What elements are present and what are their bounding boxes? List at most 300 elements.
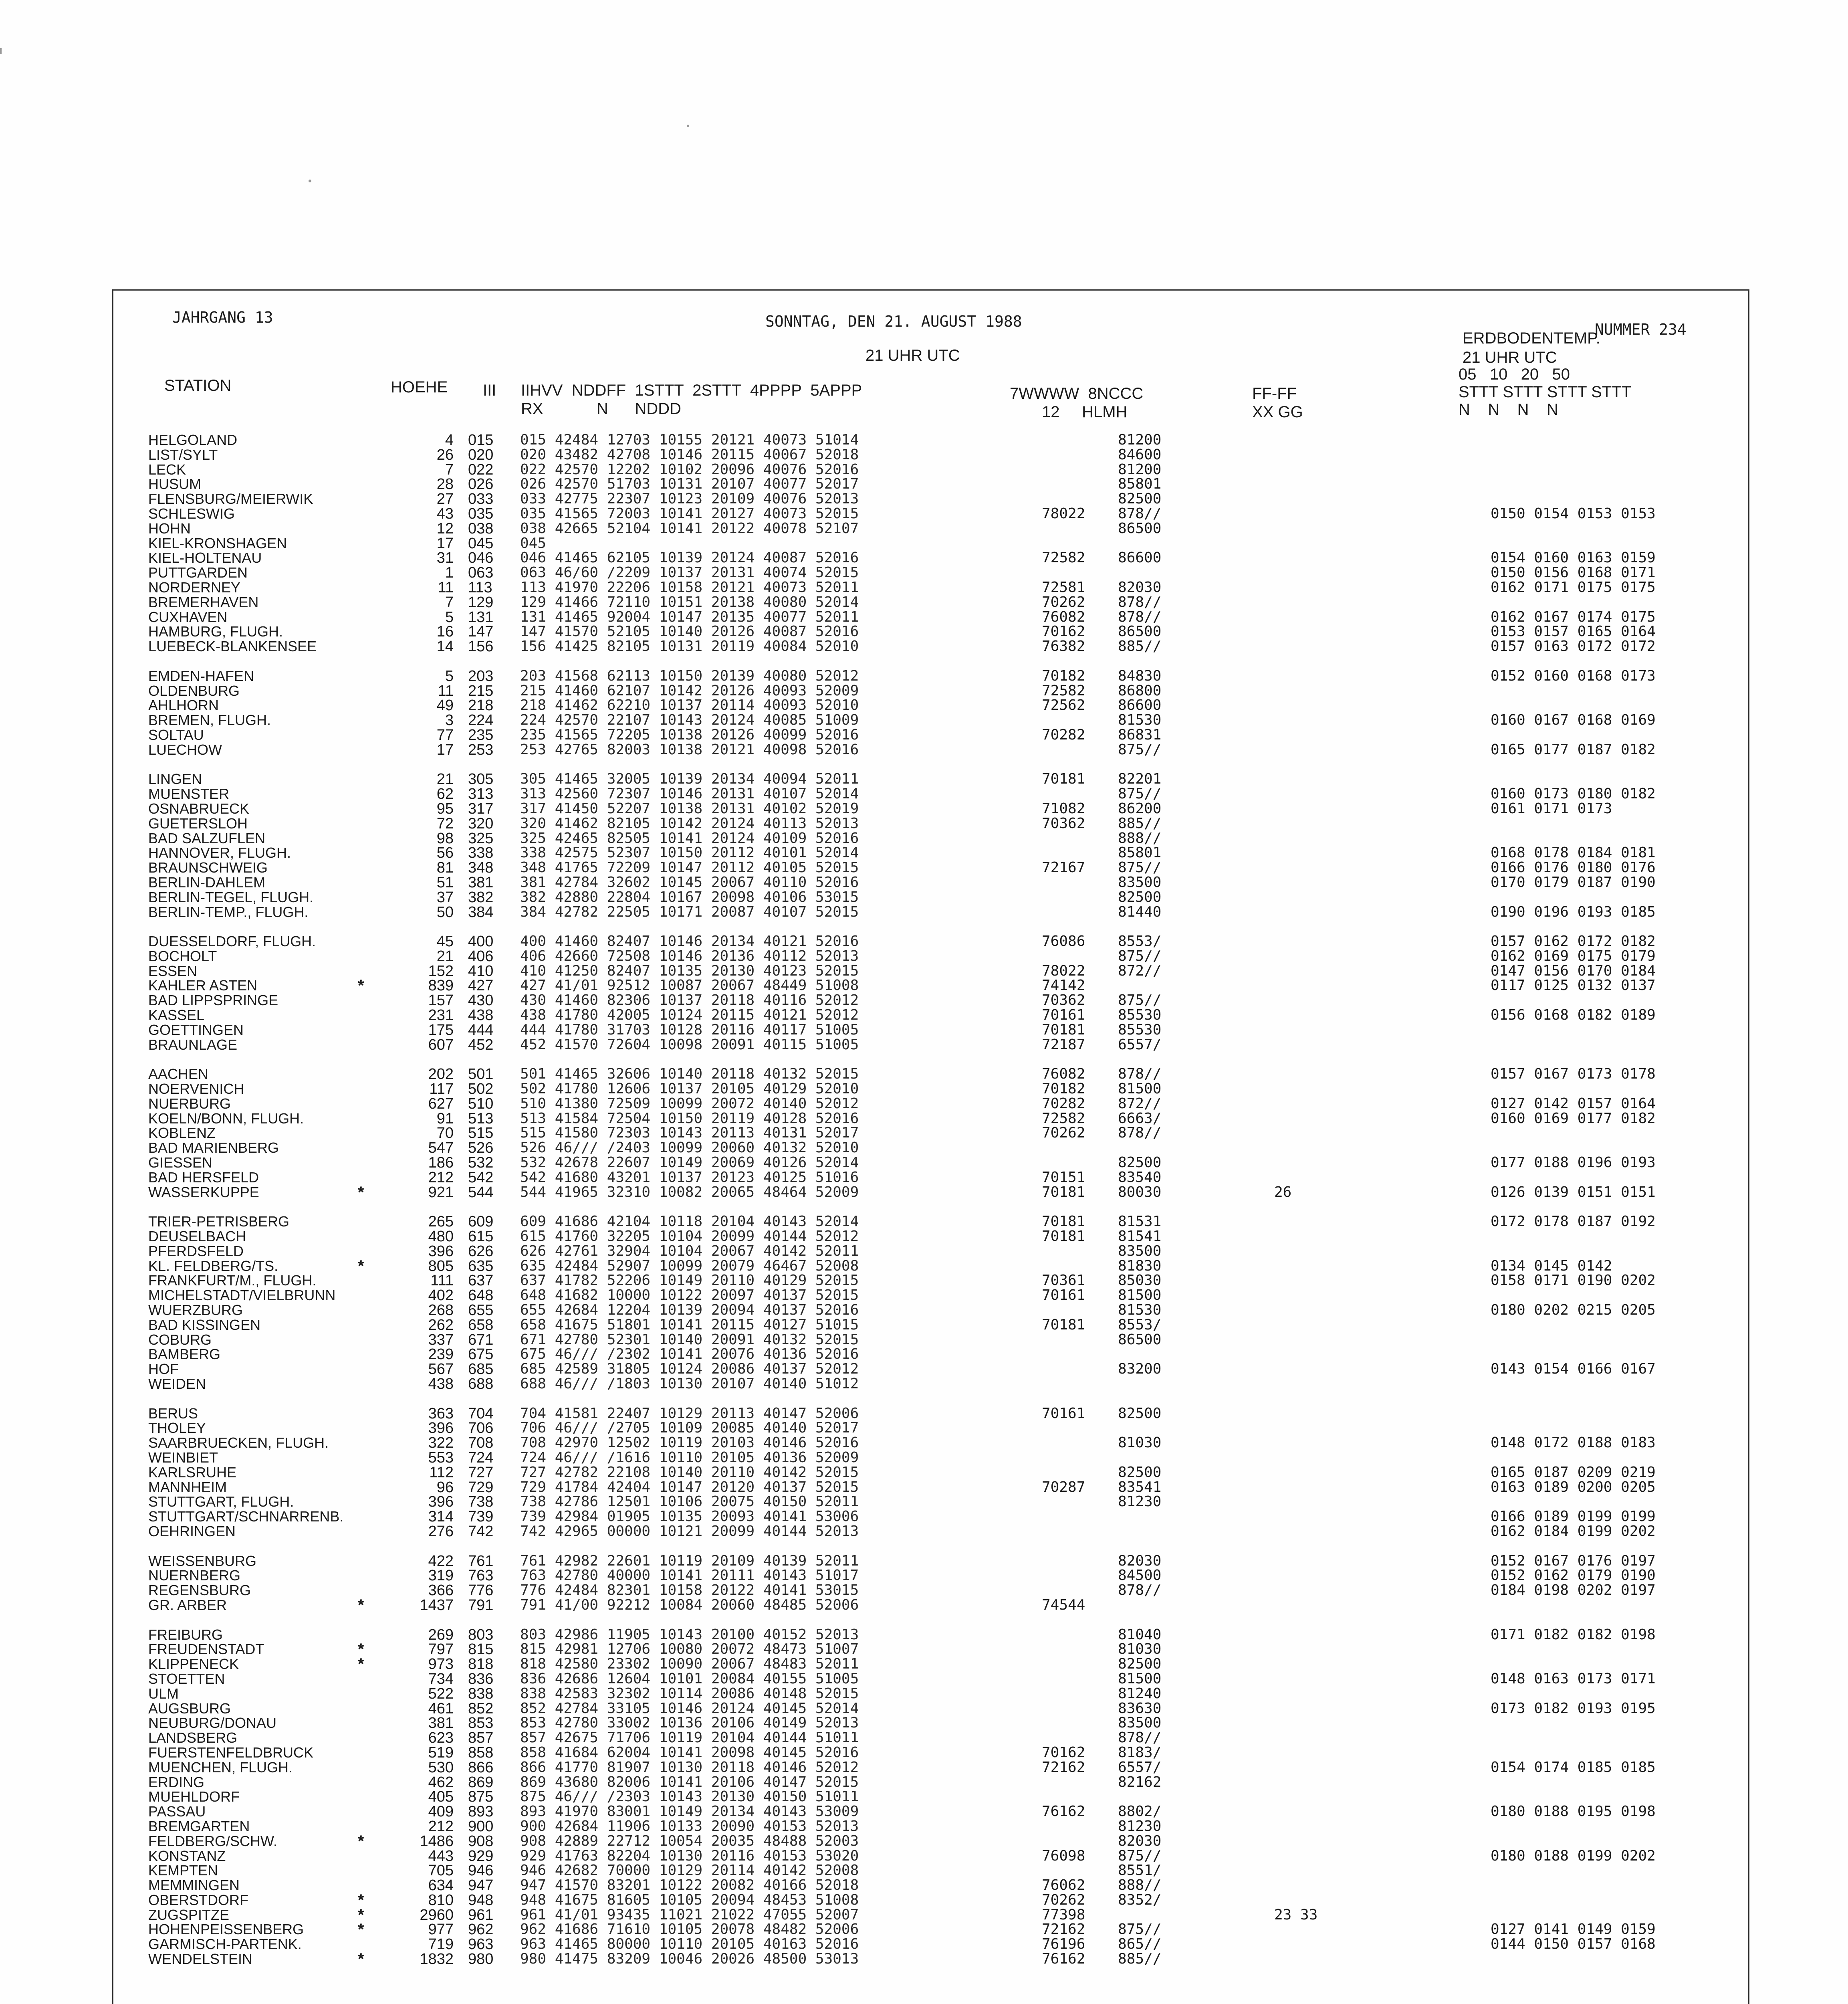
weather-group: 70282 [1042, 726, 1085, 743]
station-id: 438 [468, 1007, 494, 1024]
station-height: 553 [428, 1449, 454, 1466]
station-id: 218 [468, 697, 494, 714]
table-row [0, 477, 1848, 492]
station-id: 427 [468, 977, 494, 994]
weather-group: 76082 [1042, 1066, 1085, 1083]
cloud-group: 81500 [1118, 1081, 1162, 1097]
soil-temp-title: ERDBODENTEMP. [1463, 329, 1600, 347]
table-row [0, 536, 1848, 551]
station-height: 810 [428, 1891, 454, 1909]
station-name: BAMBERG [148, 1346, 221, 1363]
station-id: 727 [468, 1464, 494, 1481]
table-row [0, 1878, 1848, 1893]
cloud-group: 875// [1118, 786, 1162, 802]
soil-temperatures: 0162 0169 0175 0179 [1491, 947, 1656, 964]
table-row [0, 1598, 1848, 1613]
synop-group: 384 42782 22505 10171 20087 40107 52015 [520, 903, 859, 920]
table-row [0, 713, 1848, 728]
mountain-marker: * [358, 1596, 364, 1614]
station-name: MUENSTER [148, 786, 230, 802]
table-row [0, 816, 1848, 831]
cloud-group: 81530 [1118, 712, 1162, 729]
station-id: 020 [468, 446, 494, 463]
station-name: SCHLESWIG [148, 505, 235, 522]
station-height: 43 [436, 505, 454, 522]
soil-temperatures: 0147 0156 0170 0184 [1491, 962, 1656, 979]
station-height: 186 [428, 1154, 454, 1172]
synop-group: 838 42583 32302 10114 20086 40148 52015 [520, 1685, 859, 1702]
station-name: KOELN/BONN, FLUGH. [148, 1110, 304, 1127]
station-name: TRIER-PETRISBERG [148, 1213, 290, 1230]
group-separator [0, 1200, 1848, 1214]
station-height: 422 [428, 1552, 454, 1570]
station-id: 129 [468, 594, 494, 611]
synop-group: 609 41686 42104 10118 20104 40143 52014 [520, 1213, 859, 1230]
synop-group: 438 41780 42005 10124 20115 40121 52012 [520, 1007, 859, 1024]
station-id: 502 [468, 1081, 494, 1098]
mountain-marker: * [358, 1640, 364, 1659]
station-height: 265 [428, 1213, 454, 1230]
synop-group: 452 41570 72604 10098 20091 40115 51005 [520, 1036, 859, 1053]
cloud-group: 84830 [1118, 667, 1162, 684]
station-height: 276 [428, 1523, 454, 1540]
synop-group: 320 41462 82105 10142 20124 40113 52013 [520, 815, 859, 832]
table-row [0, 1642, 1848, 1657]
station-name: BAD HERSFELD [148, 1169, 259, 1186]
synop-group: 203 41568 62113 10150 20139 40080 52012 [520, 667, 859, 684]
station-height: 11 [438, 579, 454, 596]
station-id: 706 [468, 1420, 494, 1437]
station-name: BERUS [148, 1405, 198, 1422]
synop-group: 708 42970 12502 10119 20103 40146 52016 [520, 1434, 859, 1451]
station-id: 776 [468, 1582, 494, 1599]
synop-group: 510 41380 72509 10099 20072 40140 52012 [520, 1095, 859, 1112]
table-row [0, 1480, 1848, 1495]
station-height: 17 [436, 535, 454, 552]
station-name: PUTTGARDEN [148, 564, 248, 581]
synop-group: 501 41465 32606 10140 20118 40132 52015 [520, 1066, 859, 1083]
table-row [0, 743, 1848, 758]
mountain-marker: * [358, 1906, 364, 1924]
soil-temperatures: 0127 0142 0157 0164 [1491, 1095, 1656, 1112]
station-height: 627 [428, 1095, 454, 1112]
station-height: 366 [428, 1582, 454, 1599]
synop-group: 648 41682 10000 10122 20097 40137 52015 [520, 1287, 859, 1304]
soil-temperatures: 0152 0160 0168 0173 [1491, 667, 1656, 684]
cloud-group: 81500 [1118, 1670, 1162, 1687]
station-id: 869 [468, 1774, 494, 1791]
station-name: FRANKFURT/M., FLUGH. [148, 1272, 317, 1289]
synop-group: 836 42686 12604 10101 20084 40155 51005 [520, 1670, 859, 1687]
weather-group: 70151 [1042, 1169, 1085, 1186]
station-height: 269 [428, 1626, 454, 1643]
station-name: PASSAU [148, 1803, 206, 1820]
soil-temperatures: 0117 0125 0132 0137 [1491, 977, 1656, 994]
table-row [0, 1863, 1848, 1878]
soil-temperatures: 0127 0141 0149 0159 [1491, 1921, 1656, 1938]
soil-temperatures: 0166 0189 0199 0199 [1491, 1508, 1656, 1525]
group-separator [0, 919, 1848, 934]
station-height: 91 [436, 1110, 454, 1127]
mountain-marker: * [358, 1832, 364, 1850]
cloud-group: 875// [1118, 992, 1162, 1009]
synop-group: 131 41465 92004 10147 20135 40077 52011 [520, 608, 859, 625]
table-row [0, 993, 1848, 1008]
weather-group: 78022 [1042, 962, 1085, 979]
station-id: 675 [468, 1346, 494, 1363]
soil-temperatures: 0134 0145 0142 [1491, 1257, 1612, 1274]
station-table [0, 433, 1848, 1967]
station-id: 113 [468, 579, 492, 596]
cloud-group: 8553/ [1118, 933, 1162, 950]
station-height: 96 [436, 1479, 454, 1496]
cloud-group: 82162 [1118, 1774, 1162, 1790]
table-row [0, 1214, 1848, 1229]
station-name: HELGOLAND [148, 432, 238, 448]
table-row [0, 1657, 1848, 1672]
cloud-group: 84600 [1118, 446, 1162, 463]
soil-temperatures: 0154 0160 0163 0159 [1491, 549, 1656, 566]
synop-group: 815 42981 12706 10080 20072 48473 51007 [520, 1641, 859, 1658]
weather-column-header-2: 12 HLMH [1042, 403, 1128, 421]
synop-group: 685 42589 31805 10124 20086 40137 52012 [520, 1361, 859, 1378]
station-name: DEUSELBACH [148, 1228, 246, 1245]
station-id: 131 [468, 608, 494, 626]
station-height: 438 [428, 1376, 454, 1392]
cloud-group: 878// [1118, 1729, 1162, 1746]
station-id: 900 [468, 1818, 494, 1835]
station-id: 704 [468, 1405, 494, 1422]
table-row [0, 1937, 1848, 1952]
station-id: 857 [468, 1729, 494, 1747]
table-row [0, 1303, 1848, 1318]
weather-group: 70181 [1042, 1184, 1085, 1200]
synop-column-header: IIHVV NDDFF 1STTT 2STTT 4PPPP 5APPP [521, 382, 862, 399]
station-height: 607 [428, 1036, 454, 1053]
cloud-group: 83500 [1118, 1715, 1162, 1731]
cloud-group: 86500 [1118, 520, 1162, 537]
table-row [0, 1288, 1848, 1303]
weather-group: 72581 [1042, 579, 1085, 596]
station-height: 4 [445, 432, 454, 448]
station-height: 28 [436, 476, 454, 493]
group-separator [0, 1052, 1848, 1067]
table-row [0, 1819, 1848, 1834]
station-height: 322 [428, 1434, 454, 1452]
station-name: FLENSBURG/MEIERWIK [148, 491, 313, 507]
station-name: ULM [148, 1685, 179, 1702]
station-id: 658 [468, 1316, 494, 1333]
station-height: 231 [428, 1007, 454, 1024]
station-name: ZUGSPITZE [148, 1906, 230, 1923]
soil-temperatures: 0184 0198 0202 0197 [1491, 1582, 1656, 1599]
station-name: HUSUM [148, 476, 201, 493]
soil-temperatures: 0162 0167 0174 0175 [1491, 608, 1656, 625]
synop-group: 406 42660 72508 10146 20136 40112 52013 [520, 947, 859, 964]
synop-group: 724 46/// /1616 10110 20105 40136 52009 [520, 1449, 859, 1466]
station-id: 818 [468, 1656, 494, 1673]
table-row [0, 1318, 1848, 1333]
table-row [0, 1229, 1848, 1244]
synop-group: 317 41450 52207 10138 20131 40102 52019 [520, 800, 859, 817]
cloud-group: 83630 [1118, 1700, 1162, 1717]
station-id: 838 [468, 1685, 494, 1702]
station-height: 12 [436, 520, 454, 537]
station-height: 3 [445, 712, 454, 729]
station-height: 461 [428, 1700, 454, 1717]
synop-group: 635 42484 52907 10099 20079 46467 52008 [520, 1257, 859, 1274]
table-row [0, 802, 1848, 816]
station-height: 117 [429, 1081, 454, 1098]
synop-group: 026 42570 51703 10131 20107 40077 52017 [520, 476, 859, 493]
station-id: 253 [468, 741, 494, 758]
station-name: BAD LIPPSPRINGE [148, 992, 278, 1009]
synop-group: 946 42682 70000 10129 20114 40142 52008 [520, 1862, 859, 1879]
station-id: 046 [468, 549, 494, 567]
station-height: 319 [428, 1567, 454, 1584]
cloud-group: 8183/ [1118, 1744, 1162, 1761]
station-id: 791 [468, 1596, 494, 1614]
station-height: 31 [436, 549, 454, 567]
weather-group: 72167 [1042, 859, 1085, 876]
cloud-group: 83541 [1118, 1479, 1162, 1495]
soil-temperatures: 0152 0167 0176 0197 [1491, 1552, 1656, 1569]
cloud-group: 888// [1118, 830, 1162, 846]
station-id: 305 [468, 771, 494, 788]
table-row [0, 1952, 1848, 1967]
weather-group: 70182 [1042, 667, 1085, 684]
station-id: 609 [468, 1213, 494, 1230]
station-id: 961 [468, 1906, 494, 1923]
station-name: OEHRINGEN [148, 1523, 236, 1539]
cloud-group: 81200 [1118, 461, 1162, 478]
soil-temperatures: 0157 0167 0173 0178 [1491, 1066, 1656, 1083]
synop-group: 381 42784 32602 10145 20067 40110 52016 [520, 874, 859, 891]
station-height: 409 [428, 1803, 454, 1820]
weather-group: 70362 [1042, 992, 1085, 1009]
synop-group: 857 42675 71706 10119 20104 40144 51011 [520, 1729, 859, 1746]
station-name: SOLTAU [148, 726, 204, 743]
weather-column-header: 7WWWW 8NCCC [1010, 385, 1144, 402]
soil-column-labels: STTT STTT STTT STTT [1459, 383, 1632, 401]
group-separator [0, 1539, 1848, 1554]
station-name: BERLIN-DAHLEM [148, 874, 266, 891]
table-row [0, 728, 1848, 743]
station-id: 929 [468, 1847, 494, 1865]
soil-temperatures: 0162 0171 0175 0175 [1491, 579, 1656, 596]
mountain-marker: * [358, 1655, 364, 1673]
station-name: GOETTINGEN [148, 1021, 244, 1038]
synop-column-header-2: RX N NDDD [521, 400, 682, 418]
station-id: 313 [468, 786, 494, 803]
synop-group: 325 42465 82505 10141 20124 40109 52016 [520, 830, 859, 846]
station-name: NORDERNEY [148, 579, 241, 596]
station-id: 410 [468, 962, 494, 980]
station-name: AHLHORN [148, 697, 219, 714]
weather-group: 74544 [1042, 1596, 1085, 1613]
soil-temperatures: 0153 0157 0165 0164 [1491, 623, 1656, 640]
station-height: 268 [428, 1302, 454, 1319]
cloud-group: 82500 [1118, 889, 1162, 905]
cloud-group: 875// [1118, 741, 1162, 758]
station-name: GIESSEN [148, 1154, 213, 1171]
synop-group: 338 42575 52307 10150 20112 40101 52014 [520, 844, 859, 861]
synop-group: 688 46/// /1803 10130 20107 40140 51012 [520, 1376, 859, 1392]
cloud-group: 81040 [1118, 1626, 1162, 1643]
station-height: 7 [445, 594, 454, 611]
weather-group: 70361 [1042, 1272, 1085, 1289]
cloud-group: 81541 [1118, 1228, 1162, 1245]
mountain-marker: * [358, 1921, 364, 1939]
synop-group: 382 42880 22804 10167 20098 40106 53015 [520, 889, 859, 905]
station-height: 839 [428, 977, 454, 994]
table-row [0, 875, 1848, 890]
station-name: GUETERSLOH [148, 815, 248, 832]
table-row [0, 1347, 1848, 1362]
synop-group: 776 42484 82301 10158 20122 40141 53015 [520, 1582, 859, 1599]
synop-group: 818 42580 23302 10090 20067 48483 52011 [520, 1656, 859, 1673]
station-name: WENDELSTEIN [148, 1951, 253, 1968]
table-row [0, 1333, 1848, 1347]
table-row [0, 492, 1848, 507]
station-id: 738 [468, 1493, 494, 1511]
station-name: KIEL-HOLTENAU [148, 549, 262, 566]
soil-temperatures: 0166 0176 0180 0176 [1491, 859, 1656, 876]
cloud-group: 86500 [1118, 1331, 1162, 1348]
station-name: STUTTGART/SCHNARRENB. [148, 1508, 344, 1525]
station-name: SAARBRUECKEN, FLUGH. [148, 1434, 329, 1451]
height-column-header: HOEHE [391, 378, 448, 396]
station-name: WEISSENBURG [148, 1552, 257, 1569]
cloud-group: 82500 [1118, 1656, 1162, 1673]
station-id: 815 [468, 1641, 494, 1658]
synop-group: 224 42570 22107 10143 20124 40085 51009 [520, 712, 859, 729]
cloud-group: 878// [1118, 608, 1162, 625]
synop-group: 704 41581 22407 10129 20113 40147 52006 [520, 1405, 859, 1422]
station-name: BRAUNSCHWEIG [148, 859, 268, 876]
soil-n-labels: N N N N [1459, 401, 1558, 418]
soil-temperatures: 0154 0174 0185 0185 [1491, 1759, 1656, 1776]
weather-group: 70362 [1042, 815, 1085, 832]
cloud-group: 865// [1118, 1936, 1162, 1953]
station-name: LUEBECK-BLANKENSEE [148, 638, 317, 655]
synop-group: 020 43482 42708 10146 20115 40067 52018 [520, 446, 859, 463]
station-height: 381 [428, 1715, 454, 1732]
soil-temperatures: 0144 0150 0157 0168 [1491, 1936, 1656, 1953]
synop-group: 532 42678 22607 10149 20069 40126 52014 [520, 1154, 859, 1171]
table-row [0, 521, 1848, 536]
station-id: 671 [468, 1331, 494, 1348]
table-row [0, 934, 1848, 949]
soil-temperatures: 0168 0178 0184 0181 [1491, 844, 1656, 861]
station-id: 510 [468, 1095, 494, 1112]
synop-group: 729 41784 42404 10147 20120 40137 52015 [520, 1479, 859, 1495]
gust-column-header: FF-FF [1252, 385, 1297, 402]
synop-group: 035 41565 72003 10141 20127 40073 52015 [520, 505, 859, 522]
synop-group: 858 41684 62004 10141 20098 40145 52016 [520, 1744, 859, 1761]
station-height: 797 [428, 1641, 454, 1658]
station-id: 444 [468, 1021, 494, 1038]
station-height: 530 [428, 1759, 454, 1776]
table-row [0, 1406, 1848, 1421]
station-name: KOBLENZ [148, 1125, 216, 1141]
synop-group: 742 42965 00000 10121 20099 40144 52013 [520, 1523, 859, 1539]
station-name: EMDEN-HAFEN [148, 667, 254, 684]
station-height: 1437 [420, 1596, 454, 1614]
station-id: 739 [468, 1508, 494, 1525]
station-height: 77 [436, 726, 454, 743]
station-height: 16 [436, 623, 454, 640]
station-id: 501 [468, 1066, 494, 1083]
station-id: 063 [468, 564, 494, 582]
synop-group: 900 42684 11906 10133 20090 40153 52013 [520, 1818, 859, 1834]
station-name: KEMPTEN [148, 1862, 218, 1879]
soil-temperatures: 0160 0167 0168 0169 [1491, 712, 1656, 729]
cloud-group: 84500 [1118, 1567, 1162, 1584]
station-height: 314 [428, 1508, 454, 1525]
table-row [0, 1023, 1848, 1038]
weather-group: 70182 [1042, 1081, 1085, 1097]
synop-group: 852 42784 33105 10146 20124 40145 52014 [520, 1700, 859, 1717]
soil-temperatures: 0180 0202 0215 0205 [1491, 1302, 1656, 1319]
soil-temperatures: 0156 0168 0182 0189 [1491, 1007, 1656, 1024]
station-height: 973 [428, 1656, 454, 1673]
synop-group: 515 41580 72303 10143 20113 40131 52017 [520, 1125, 859, 1141]
station-id: 948 [468, 1891, 494, 1909]
station-id: 035 [468, 505, 494, 522]
cloud-group: 8551/ [1118, 1862, 1162, 1879]
synop-group: 022 42570 12202 10102 20096 40076 52016 [520, 461, 859, 478]
station-height: 396 [428, 1493, 454, 1511]
table-row [0, 1775, 1848, 1790]
station-id: 742 [468, 1523, 494, 1540]
synop-group: 015 42484 12703 10155 20121 40073 51014 [520, 432, 859, 448]
station-id: 803 [468, 1626, 494, 1643]
synop-group: 502 41780 12606 10137 20105 40129 52010 [520, 1081, 859, 1097]
synop-group: 430 41460 82306 10137 20118 40116 52012 [520, 992, 859, 1009]
cloud-group: 81440 [1118, 903, 1162, 920]
station-id: 045 [468, 535, 494, 552]
station-height: 11 [438, 682, 454, 699]
station-id: 980 [468, 1951, 494, 1968]
station-name: MICHELSTADT/VIELBRUNN [148, 1287, 336, 1304]
table-row [0, 978, 1848, 993]
station-height: 50 [436, 903, 454, 921]
station-id: 685 [468, 1361, 494, 1378]
cloud-group: 83500 [1118, 874, 1162, 891]
synop-group: 866 41770 81907 10130 20118 40146 52012 [520, 1759, 859, 1776]
station-height: 396 [428, 1420, 454, 1437]
station-height: 262 [428, 1316, 454, 1333]
station-height: 239 [428, 1346, 454, 1363]
station-height: 547 [428, 1139, 454, 1157]
station-name: FUERSTENFELDBRUCK [148, 1744, 314, 1761]
synop-group: 513 41584 72504 10150 20119 40128 52016 [520, 1110, 859, 1127]
weather-group: 71082 [1042, 800, 1085, 817]
synop-group: 544 41965 32310 10082 20065 48464 52009 [520, 1184, 859, 1200]
date-label: SONNTAG, DEN 21. AUGUST 1988 [765, 313, 1022, 330]
station-name: HOF [148, 1361, 179, 1378]
station-height: 98 [436, 830, 454, 847]
station-id: 963 [468, 1936, 494, 1953]
station-height: 1486 [420, 1832, 454, 1850]
station-name: BREMEN, FLUGH. [148, 712, 271, 729]
station-name: BOCHOLT [148, 947, 217, 964]
station-id: 526 [468, 1139, 494, 1157]
station-name: BREMGARTEN [148, 1818, 250, 1834]
table-row [0, 551, 1848, 566]
table-row [0, 1495, 1848, 1509]
